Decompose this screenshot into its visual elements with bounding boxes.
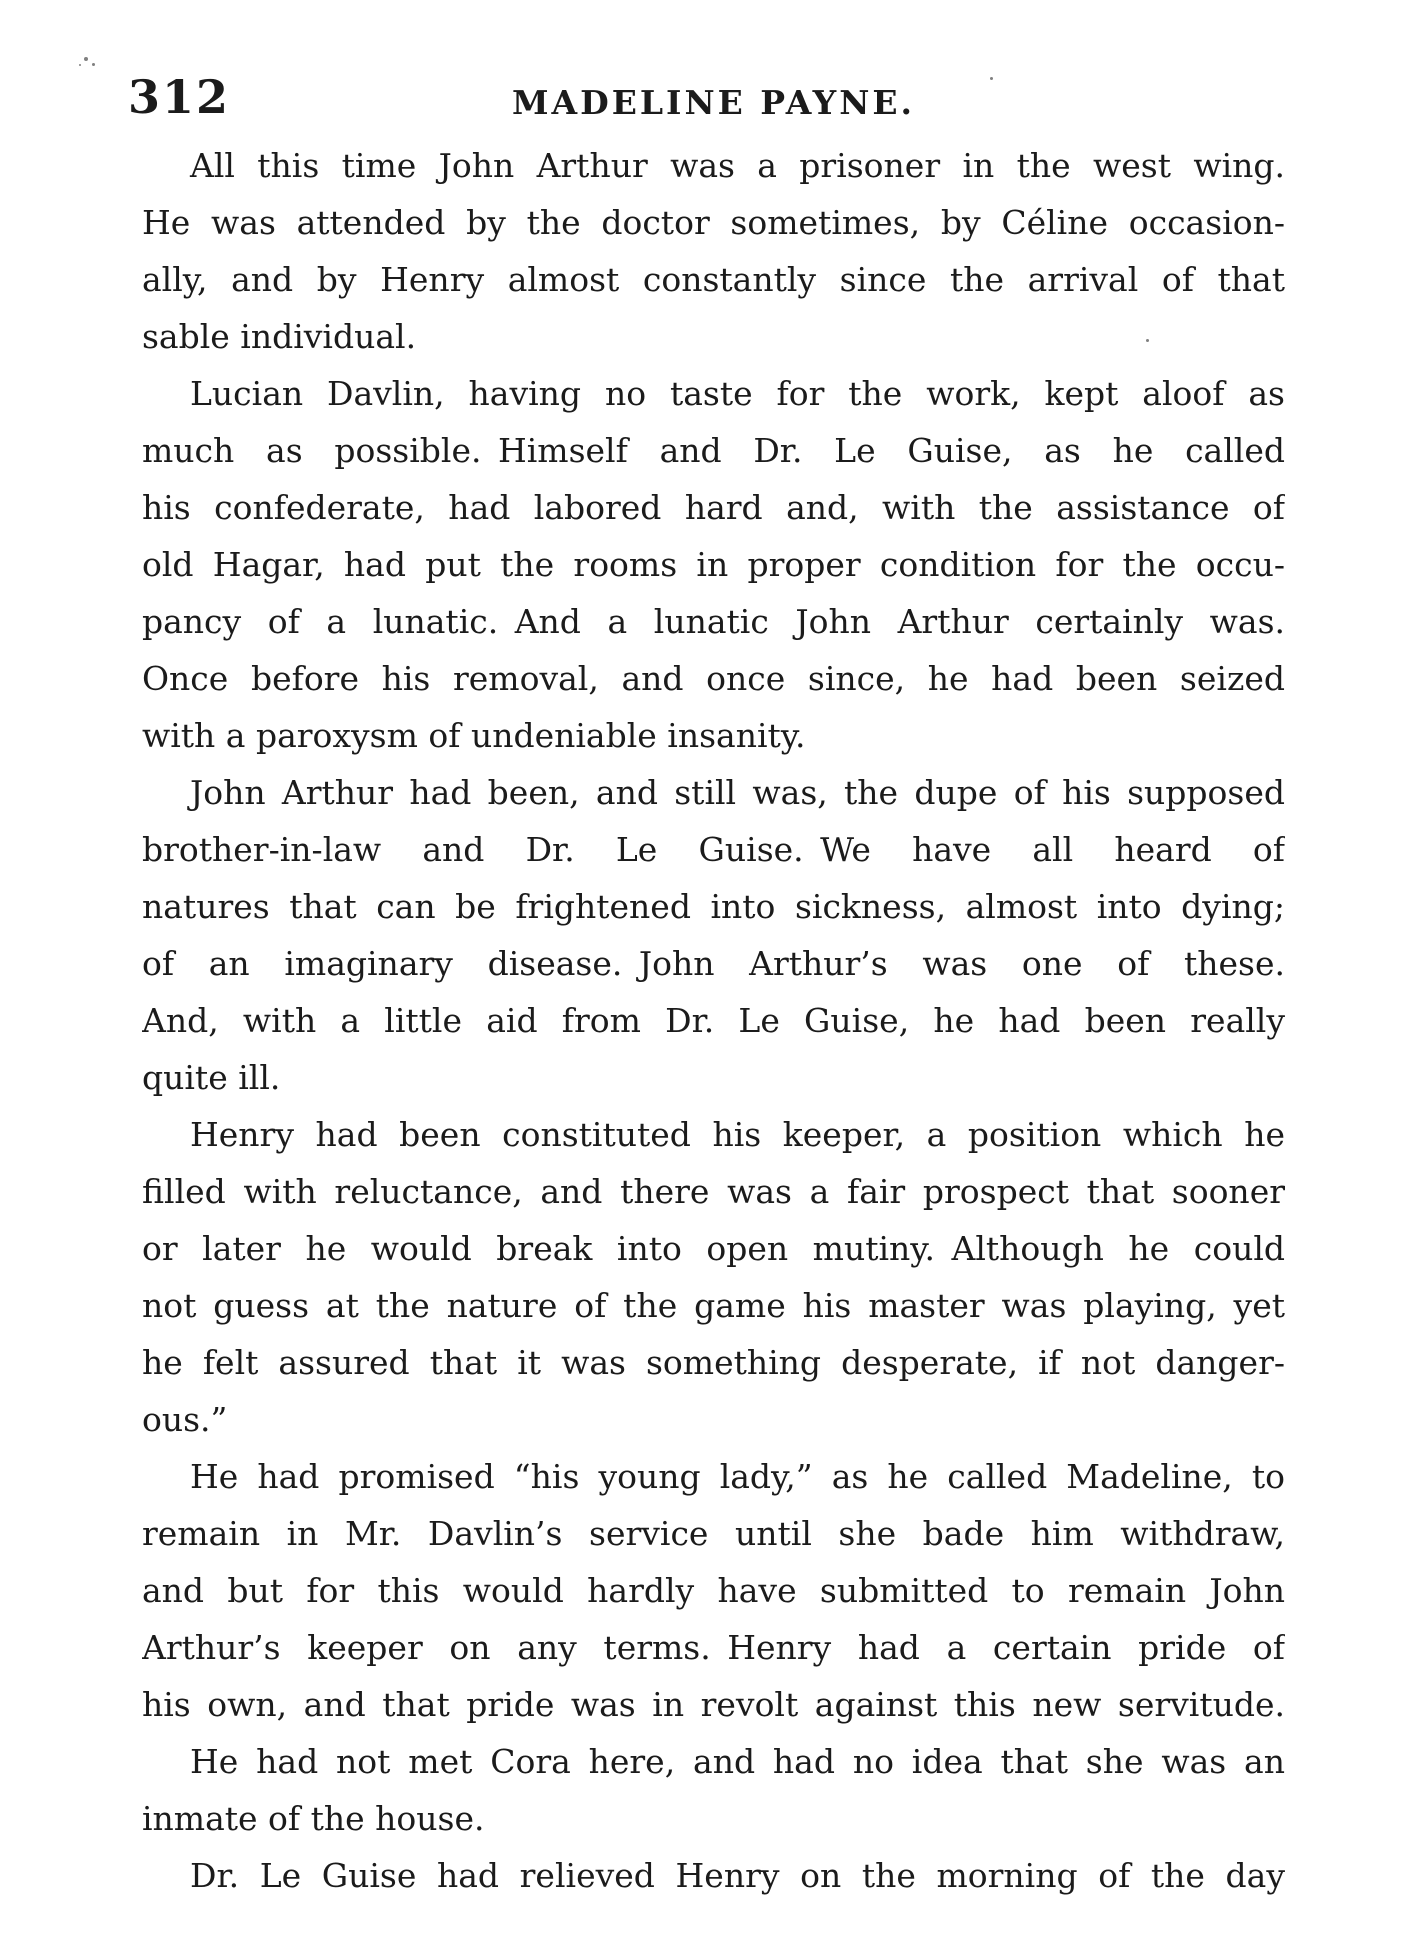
paragraph — [142, 137, 1285, 365]
text-line: sable individual. — [142, 317, 417, 356]
text-line: Lucian Davlin, having no taste for the work, kept aloof as — [190, 374, 1285, 413]
scan-speck — [84, 57, 88, 61]
text-line: He had not met Cora here, and had no idea that she was an — [190, 1742, 1285, 1781]
paragraph — [142, 764, 1285, 1106]
text-line: Dr. Le Guise had relieved Henry on the morning of the day — [190, 1856, 1285, 1895]
text-line: his own, and that pride was in revolt against this new servitude. — [142, 1685, 1285, 1724]
text-line: Henry had been constituted his keeper, a position which he — [190, 1115, 1285, 1154]
paragraph — [142, 1448, 1285, 1733]
text-line: filled with reluctance, and there was a fair prospect that sooner — [142, 1172, 1285, 1211]
text-line: John Arthur had been, and still was, the dupe of his supposed — [190, 773, 1285, 812]
text-line: he felt assured that it was something desperate, if not danger- — [142, 1343, 1285, 1382]
text-line: pancy of a lunatic. And a lunatic John Arthur certainly was. — [142, 602, 1285, 641]
text-line: with a paroxysm of undeniable insanity. — [142, 716, 806, 755]
page-number: 312 — [128, 70, 231, 124]
text-line: All this time John Arthur was a prisoner in the west wing. — [190, 146, 1285, 185]
scan-speck — [92, 63, 95, 66]
text-line: ally, and by Henry almost constantly since the arrival of that — [142, 260, 1285, 299]
text-line: Arthur’s keeper on any terms. Henry had a certain pride of — [142, 1628, 1285, 1667]
text-line: ous.” — [142, 1400, 228, 1439]
text-line: quite ill. — [142, 1058, 281, 1097]
text-block — [142, 137, 1285, 1904]
paragraph — [142, 1847, 1285, 1904]
text-line: He had promised “his young lady,” as he called Madeline, to — [190, 1457, 1285, 1496]
text-line: remain in Mr. Davlin’s service until she bade him withdraw, — [142, 1514, 1285, 1553]
text-line: or later he would break into open mutiny. Although he could — [142, 1229, 1285, 1268]
running-title: MADELINE PAYNE. — [511, 83, 916, 122]
text-line: not guess at the nature of the game his master was playing, yet — [142, 1286, 1285, 1325]
text-line: brother-in-law and Dr. Le Guise. We have all heard of — [142, 830, 1285, 869]
text-line: much as possible. Himself and Dr. Le Guise, as he called — [142, 431, 1285, 470]
text-line: inmate of the house. — [142, 1799, 485, 1838]
text-line: And, with a little aid from Dr. Le Guise, he had been really — [142, 1001, 1285, 1040]
scan-speck — [990, 77, 993, 80]
text-line: He was attended by the doctor sometimes, by Céline occasion- — [142, 203, 1285, 242]
paragraph — [142, 1733, 1285, 1847]
text-line: natures that can be frightened into sickness, almost into dying; — [142, 887, 1285, 926]
text-line: and but for this would hardly have submitted to remain John — [142, 1571, 1285, 1610]
paragraph — [142, 1106, 1285, 1448]
paragraph — [142, 365, 1285, 764]
text-line: of an imaginary disease. John Arthur’s was one of these. — [142, 944, 1285, 983]
text-line: old Hagar, had put the rooms in proper condition for the occu- — [142, 545, 1285, 584]
text-line: Once before his removal, and once since, he had been seized — [142, 659, 1285, 698]
text-line: his confederate, had labored hard and, with the assistance of — [142, 488, 1285, 527]
scan-speck — [79, 64, 81, 66]
